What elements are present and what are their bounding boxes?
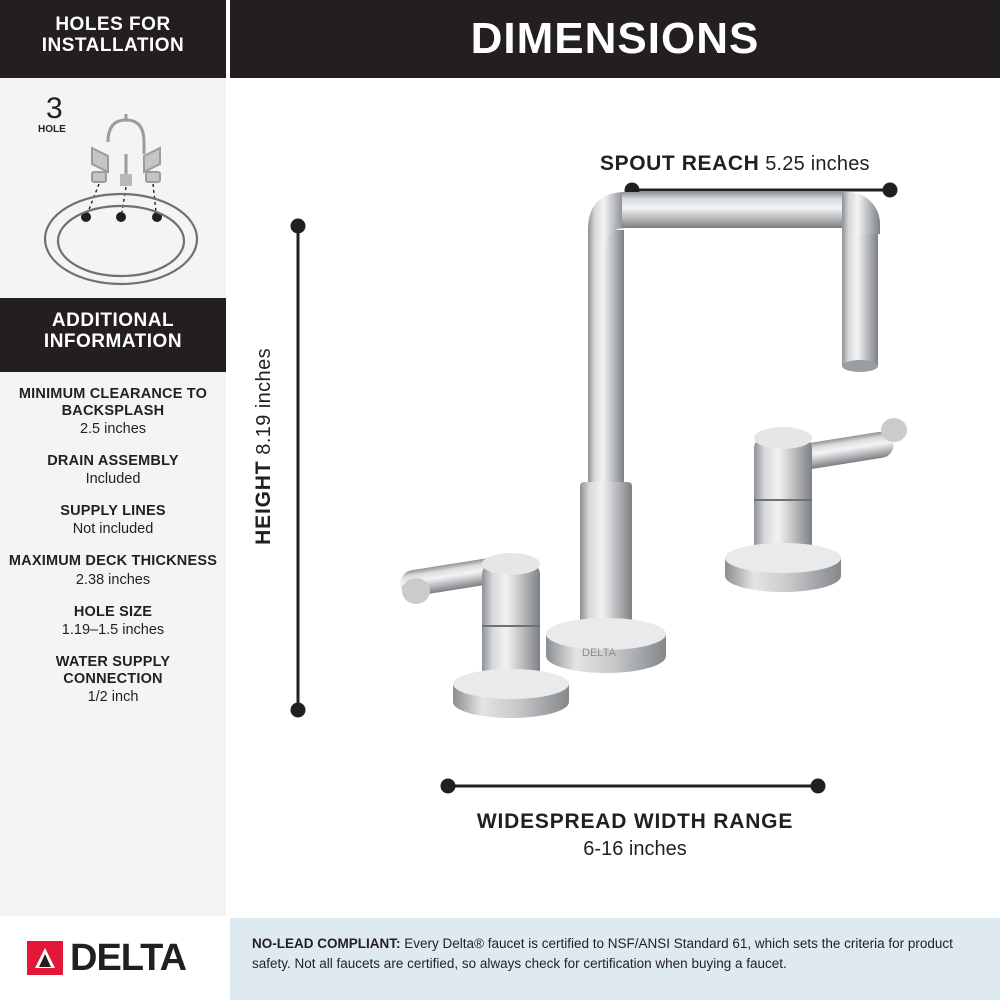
holes-head-line1: HOLES FOR [55,14,171,35]
hole-count-text: 3 [46,92,63,125]
page-title: DIMENSIONS [470,14,760,63]
page-header [230,0,1000,78]
dimension-diagram [230,78,1000,918]
spout-reach-label [600,152,870,176]
width-range-value: 6-16 inches [583,838,687,861]
item-value: Not included [72,521,154,538]
footer-lead: NO-LEAD COMPLIANT: [252,936,401,951]
holes-head-line2: INSTALLATION [41,35,185,57]
holes-for-installation-header [0,0,226,78]
brand-logo [0,916,228,1000]
additional-information-header [0,298,226,372]
height-dimension-line [292,220,304,716]
faucet-handle-right [725,418,907,592]
no-lead-compliance-note [230,918,1000,1000]
height-value: 8.19 inches [253,348,275,455]
holes-diagram [0,78,226,298]
item-value: Included [85,471,141,488]
item-value: 1/2 inch [87,688,139,705]
item-value: 2.38 inches [75,571,151,588]
height-title: HEIGHT [252,460,275,545]
item-label: MINIMUM CLEARANCE TO BACKSPLASH [18,386,208,420]
item-label: WATER SUPPLY CONNECTION [55,653,171,687]
product-brand-mark: DELTA [582,647,616,659]
addl-head-line1: ADDITIONAL [51,310,175,331]
width-range-title: WIDESPREAD WIDTH RANGE [476,810,794,833]
faucet-drawing [230,78,1000,918]
item-label: MAXIMUM DECK THICKNESS [8,553,218,570]
faucet-handle-left [399,553,569,718]
item-value: 1.19–1.5 inches [61,621,165,638]
footer-text: Every Delta® faucet is certified to NSF/ANSI Standard 61, which sets the criteria for product safety. Not all faucets are certified, so always check for certification when buying a faucet. [252,936,953,971]
item-label: DRAIN ASSEMBLY [47,453,179,470]
height-label [252,348,276,545]
list-item [8,503,218,537]
spout-reach-value: 5.25 inches [765,153,870,175]
widespread-width-label [435,808,835,863]
item-label: HOLE SIZE [73,603,153,620]
width-range-dimension-line [442,780,824,792]
item-label: SUPPLY LINES [60,503,166,520]
additional-information-list [0,372,226,725]
list-item [8,453,218,487]
sidebar [0,0,228,1000]
list-item [8,654,218,705]
addl-head-line2: INFORMATION [43,331,183,353]
faucet-spout [546,192,880,673]
item-value: 2.5 inches [79,421,147,438]
delta-triangle-icon [26,938,66,978]
list-item [8,604,218,638]
list-item [8,386,218,437]
hole-unit-text: HOLE [38,124,66,135]
spout-reach-title: SPOUT REACH [600,152,760,175]
sink-illustration [22,84,208,294]
brand-name: DELTA [70,936,187,979]
list-item [8,553,218,587]
